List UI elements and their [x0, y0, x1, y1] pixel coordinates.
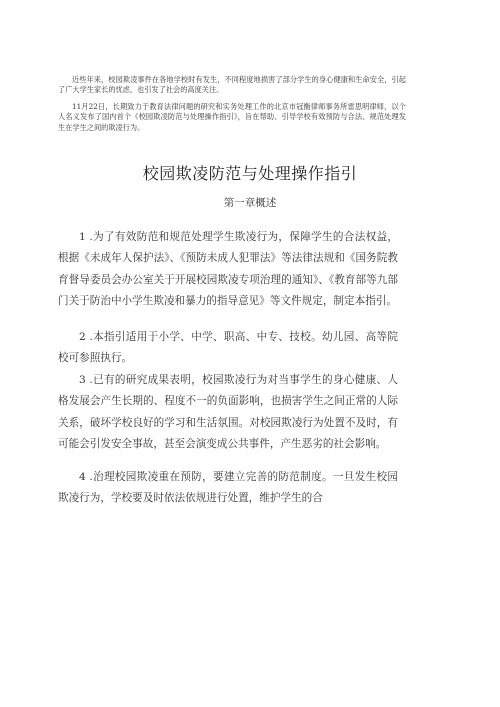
intro-paragraph-2	[58, 102, 406, 133]
paragraph-text: 3 .已有的研究成果表明，校园欺凌行为对当事学生的身心健康、人格发展会产生长期的、程度不一的负面影响，也损害学生之间正常的人际关系，破坏学校良好的学习和生活氛围。对校园欺凌行为处置不及时，有可能会引发安全事故，甚至会演变成公共事件，产生恶劣的社会影响。	[58, 374, 398, 451]
intro-text: 近些年来，校园欺凌事件在各地学校时有发生，不同程度地损害了部分学生的身心健康和生命安全，引起了广大学生家长的忧虑，也引发了社会的高度关注。	[58, 75, 406, 95]
document-title: 校园欺凌防范与处理操作指引	[142, 164, 358, 183]
intro-text: 11月22日，长期致力于教育法律问题的研究和实务处理工作的北京市冠衡律师事务所雷思明律师，以个人名义发布了国内首个《校园欺凌防范与处理操作指引》，旨在帮助、引导学校有效预防与合法、规范处理发生在学生之间的欺凌行为。	[58, 102, 406, 132]
chapter-heading: 第一章概述	[223, 197, 277, 209]
body-paragraph-2	[58, 327, 398, 370]
body-paragraph-3	[58, 370, 398, 456]
body-paragraph-4	[58, 467, 398, 510]
intro-paragraph-1	[58, 75, 406, 96]
paragraph-text: 1 .为了有效防范和规范处理学生欺凌行为，保障学生的合法权益，根据《未成年人保护法》、《预防未成人犯罪法》等法律法规和《国务院教育督导委员会办公室关于开展校园欺凌专项治理的通知》、《教育部等九部门关于防治中小学生欺凌和暴力的指导意见》等文件规定，制定本指引。	[58, 231, 398, 308]
paragraph-text: 4 .治理校园欺凌重在预防，要建立完善的防范制度。一旦发生校园欺凌行为，学校要及时依法依规进行处置，维护学生的合	[58, 471, 398, 505]
paragraph-text: 2 .本指引适用于小学、中学、职高、中专、技校。幼儿园、高等院校可参照执行。	[58, 331, 398, 365]
body-paragraph-1	[58, 227, 398, 313]
